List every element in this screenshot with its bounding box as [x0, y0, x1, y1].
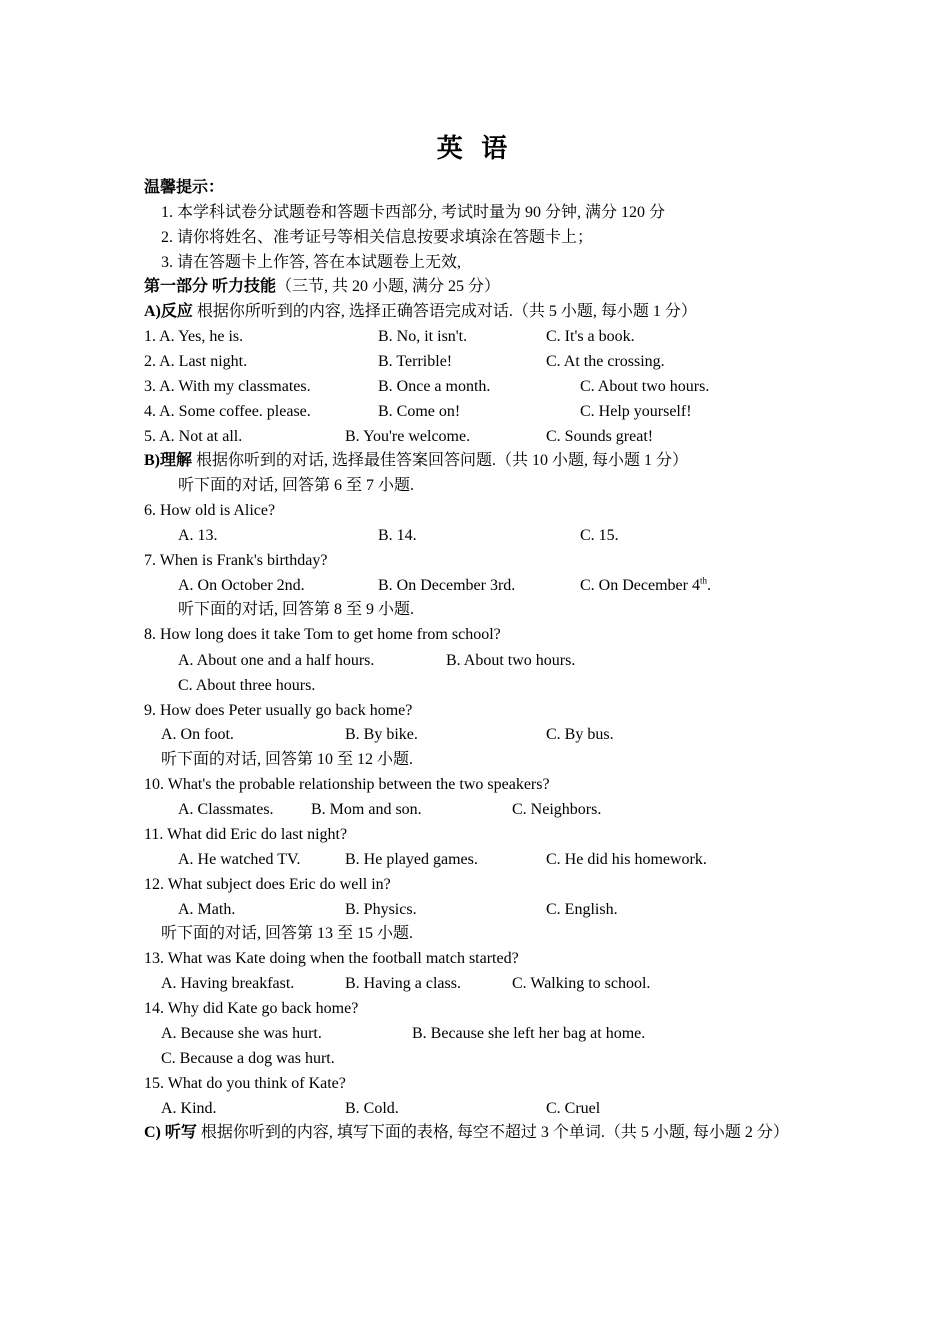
option-c: C. English.: [546, 901, 618, 918]
listening-instruction: 听下面的对话, 回答第 13 至 15 小题.: [161, 925, 414, 942]
option-a: 2. A. Last night.: [144, 353, 248, 370]
question-stem: 12. What subject does Eric do well in?: [144, 876, 391, 893]
sectionC-desc: 根据你听到的内容, 填写下面的表格, 每空不超过 3 个单词.（共 5 小题, 每小题 2 分）: [196, 1124, 789, 1141]
option-c: C. Because a dog was hurt.: [161, 1050, 335, 1067]
sectionB-heading: [144, 448, 688, 473]
option-c: C. 15.: [580, 527, 619, 544]
tip-item: 2. 请你将姓名、准考证号等相关信息按要求填涂在答题卡上；: [161, 229, 594, 246]
question-stem: 7. When is Frank's birthday?: [144, 552, 328, 569]
option-a: A. He watched TV.: [178, 851, 301, 868]
question-stem: 13. What was Kate doing when the football match started?: [144, 950, 519, 967]
option-c: C. Help yourself!: [580, 403, 692, 420]
option-b: B. Come on!: [378, 403, 461, 420]
option-a: 3. A. With my classmates.: [144, 378, 311, 395]
option-c: [580, 573, 711, 598]
option-b: B. Cold.: [345, 1100, 399, 1117]
sectionB-label: B)理解: [144, 452, 193, 469]
option-a: A. Math.: [178, 901, 236, 918]
option-b: B. Terrible!: [378, 353, 453, 370]
page-title: 英 语: [436, 134, 514, 163]
tips-heading: 温馨提示：: [144, 179, 225, 196]
part1-heading: [144, 274, 500, 299]
sectionC-label: C) 听写: [144, 1124, 197, 1141]
question-stem: 14. Why did Kate go back home?: [144, 1000, 359, 1017]
sectionB-desc: 根据你听到的对话, 选择最佳答案回答问题.（共 10 小题, 每小题 1 分）: [192, 452, 689, 469]
option-a: A. Because she was hurt.: [161, 1025, 322, 1042]
listening-instruction: 听下面的对话, 回答第 6 至 7 小题.: [178, 477, 415, 494]
option-a: 5. A. Not at all.: [144, 428, 243, 445]
option-a: A. Having breakfast.: [161, 975, 295, 992]
option-a: A. Classmates.: [178, 801, 274, 818]
option-b: B. About two hours.: [446, 652, 576, 669]
option-c: C. It's a book.: [546, 328, 635, 345]
listening-instruction: 听下面的对话, 回答第 10 至 12 小题.: [161, 751, 414, 768]
tip-item: 1. 本学科试卷分试题卷和答题卡西部分, 考试时量为 90 分钟, 满分 120 分: [161, 204, 666, 221]
option-b: B. He played games.: [345, 851, 478, 868]
option-b: B. Having a class.: [345, 975, 461, 992]
question-stem: 10. What's the probable relationship between the two speakers?: [144, 776, 550, 793]
option-a: A. About one and a half hours.: [178, 652, 375, 669]
option-b: B. No, it isn't.: [378, 328, 468, 345]
option-a: A. On October 2nd.: [178, 577, 305, 594]
question-stem: 9. How does Peter usually go back home?: [144, 702, 413, 719]
option-c: C. Neighbors.: [512, 801, 602, 818]
option-c-text: C. On December 4: [580, 577, 700, 594]
part1-desc: （三节, 共 20 小题, 满分 25 分）: [276, 278, 501, 295]
question-stem: 8. How long does it take Tom to get home from school?: [144, 626, 501, 643]
option-c: C. At the crossing.: [546, 353, 665, 370]
option-b: B. 14.: [378, 527, 417, 544]
option-b: B. Physics.: [345, 901, 417, 918]
option-b: B. On December 3rd.: [378, 577, 516, 594]
ordinal-suffix: th: [699, 575, 707, 586]
sectionC-heading: [144, 1120, 789, 1145]
part1-label: 第一部分 听力技能: [144, 278, 277, 295]
option-b: B. You're welcome.: [345, 428, 471, 445]
option-b: B. Once a month.: [378, 378, 491, 395]
option-a: A. 13.: [178, 527, 218, 544]
question-stem: 11. What did Eric do last night?: [144, 826, 348, 843]
question-stem: 6. How old is Alice?: [144, 502, 276, 519]
option-b: B. By bike.: [345, 726, 418, 743]
listening-instruction: 听下面的对话, 回答第 8 至 9 小题.: [178, 601, 415, 618]
option-c: C. Sounds great!: [546, 428, 654, 445]
option-c: C. By bus.: [546, 726, 614, 743]
sectionA-label: A)反应: [144, 303, 193, 320]
option-c: C. He did his homework.: [546, 851, 707, 868]
tip-item: 3. 请在答题卡上作答, 答在本试题卷上无效,: [161, 254, 462, 271]
question-stem: 15. What do you think of Kate?: [144, 1075, 346, 1092]
sectionA-heading: [144, 299, 697, 324]
option-c: C. About three hours.: [178, 677, 316, 694]
option-c: C. Cruel: [546, 1100, 601, 1117]
option-c-end: .: [706, 577, 711, 594]
option-b: B. Because she left her bag at home.: [412, 1025, 646, 1042]
option-a: 1. A. Yes, he is.: [144, 328, 244, 345]
option-a: A. On foot.: [161, 726, 234, 743]
sectionA-desc: 根据你所听到的内容, 选择正确答语完成对话.（共 5 小题, 每小题 1 分）: [192, 303, 697, 320]
option-b: B. Mom and son.: [311, 801, 422, 818]
option-a: A. Kind.: [161, 1100, 217, 1117]
option-c: C. About two hours.: [580, 378, 710, 395]
option-c: C. Walking to school.: [512, 975, 651, 992]
option-a: 4. A. Some coffee. please.: [144, 403, 311, 420]
